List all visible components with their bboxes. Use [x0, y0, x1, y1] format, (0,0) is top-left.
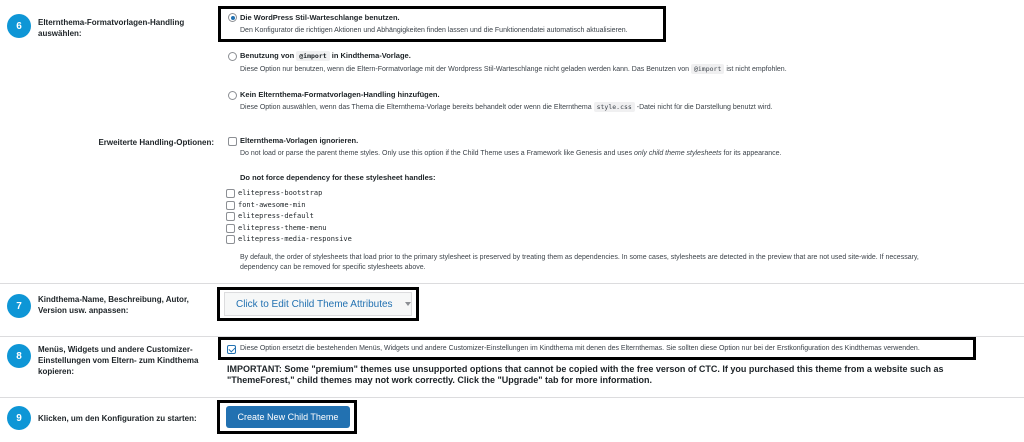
section-8-label: Menüs, Widgets und andere Customizer-Einstellungen vom Eltern- zum Kindthema kopieren:: [38, 345, 199, 376]
chevron-down-icon: [405, 302, 411, 306]
highlight-option-1: [218, 6, 666, 42]
handle-checkbox-1[interactable]: [226, 201, 235, 210]
radio-none[interactable]: [228, 91, 237, 100]
step-8-badge: 8: [7, 344, 31, 368]
step-6-badge: 6: [7, 14, 31, 38]
option-2-desc-post: ist nicht empfohlen.: [726, 66, 787, 73]
option-3-desc-code: style.css: [594, 102, 635, 112]
copy-customizer-text: Diese Option ersetzt die bestehenden Menüs, Widgets und andere Customizer-Einstellungen im Kindthema mit denen des Elternthemas. Sie sollten diese Option nur bei der Erstkonfiguration des Kindthemas verwenden.: [240, 345, 920, 352]
option-2-desc: [240, 64, 787, 75]
radio-import[interactable]: [228, 52, 237, 61]
section-7-label: Kindthema-Name, Beschreibung, Autor, Version usw. anpassen:: [38, 295, 189, 315]
step-7-badge: 7: [7, 294, 31, 318]
handle-label-4: elitepress-media-responsive: [238, 235, 352, 243]
step-9-badge: 9: [7, 406, 31, 430]
option-1-desc: Den Konfigurator die richtigen Aktionen und Abhängigkeiten finden lassen und die Funktionendatei automatisch aktualisieren.: [240, 27, 628, 34]
divider-3: [0, 397, 1024, 398]
section-6-label: Elternthema-Formatvorlagen-Handling auswählen:: [38, 18, 185, 38]
option-2-title: [240, 51, 411, 61]
option-2-title-pre: Benutzung von: [240, 51, 295, 60]
radio-wp-queue[interactable]: [228, 13, 237, 22]
handle-label-1: font-awesome-min: [238, 201, 306, 209]
option-2-code: @import: [296, 51, 329, 61]
handle-checkbox-3[interactable]: [226, 224, 235, 233]
dependency-note-1: By default, the order of stylesheets that load prior to the primary stylesheet is preserved by treating them as dependencies. In some cases, stylesheets are detected in the preview that are not used site-wide. If necessary,: [240, 254, 919, 261]
handle-checkbox-0[interactable]: [226, 189, 235, 198]
option-3-desc-pre: Diese Option auswählen, wenn das Thema die Elternthema-Vorlage bereits behandelt oder wenn die Elternthema: [240, 104, 592, 111]
option-3-title: Kein Elternthema-Formatvorlagen-Handling hinzufügen.: [240, 90, 440, 99]
ignore-parent-title: Elternthema-Vorlagen ignorieren.: [240, 136, 359, 145]
option-2-desc-code: @import: [691, 64, 724, 74]
option-3-desc-post: -Datei nicht für die Darstellung benutzt wird.: [636, 104, 773, 111]
option-1-title: Die WordPress Stil-Warteschlange benutzen.: [240, 13, 400, 22]
option-2-desc-pre: Diese Option nur benutzen, wenn die Eltern-Formatvorlage mit der Wordpress Stil-Warteschlange nicht geladen werden kann. Das Benutzen von: [240, 66, 690, 73]
ignore-desc-pre: Do not load or parse the parent theme styles. Only use this option if the Child Theme uses a Framework like Genesis and uses: [240, 150, 633, 157]
ignore-desc-em: only child theme stylesheets: [634, 150, 722, 157]
dependency-note-2: dependency can be removed for specific stylesheets above.: [240, 264, 426, 271]
edit-attributes-label: Click to Edit Child Theme Attributes: [236, 298, 393, 310]
handle-label-3: elitepress-theme-menu: [238, 224, 327, 232]
handle-checkbox-2[interactable]: [226, 212, 235, 221]
handle-checkbox-4[interactable]: [226, 235, 235, 244]
create-child-theme-button[interactable]: Create New Child Theme: [226, 406, 350, 428]
advanced-label: Erweiterte Handling-Optionen:: [98, 138, 214, 147]
ignore-parent-checkbox[interactable]: [228, 137, 237, 146]
ignore-parent-desc: [240, 149, 782, 159]
copy-customizer-checkbox[interactable]: [227, 345, 236, 354]
option-2-title-post: in Kindthema-Vorlage.: [331, 51, 411, 60]
option-3-desc: [240, 102, 773, 113]
divider-1: [0, 283, 1024, 284]
handle-label-0: elitepress-bootstrap: [238, 189, 323, 197]
ignore-desc-post: for its appearance.: [723, 150, 782, 157]
handle-label-2: elitepress-default: [238, 212, 314, 220]
edit-attributes-button[interactable]: [224, 292, 412, 316]
dependency-title: Do not force dependency for these stylesheet handles:: [240, 173, 436, 182]
divider-2: [0, 336, 1024, 337]
section-9-label: Klicken, um den Konfiguration zu starten:: [38, 414, 197, 423]
premium-warning: IMPORTANT: Some "premium" themes use unsupported options that cannot be copied with the free verson of CTC. If you purchased this theme from a website such as "ThemeForest," child themes may not work correctly. Click the "Upgrade" tab for more information.: [227, 364, 944, 385]
